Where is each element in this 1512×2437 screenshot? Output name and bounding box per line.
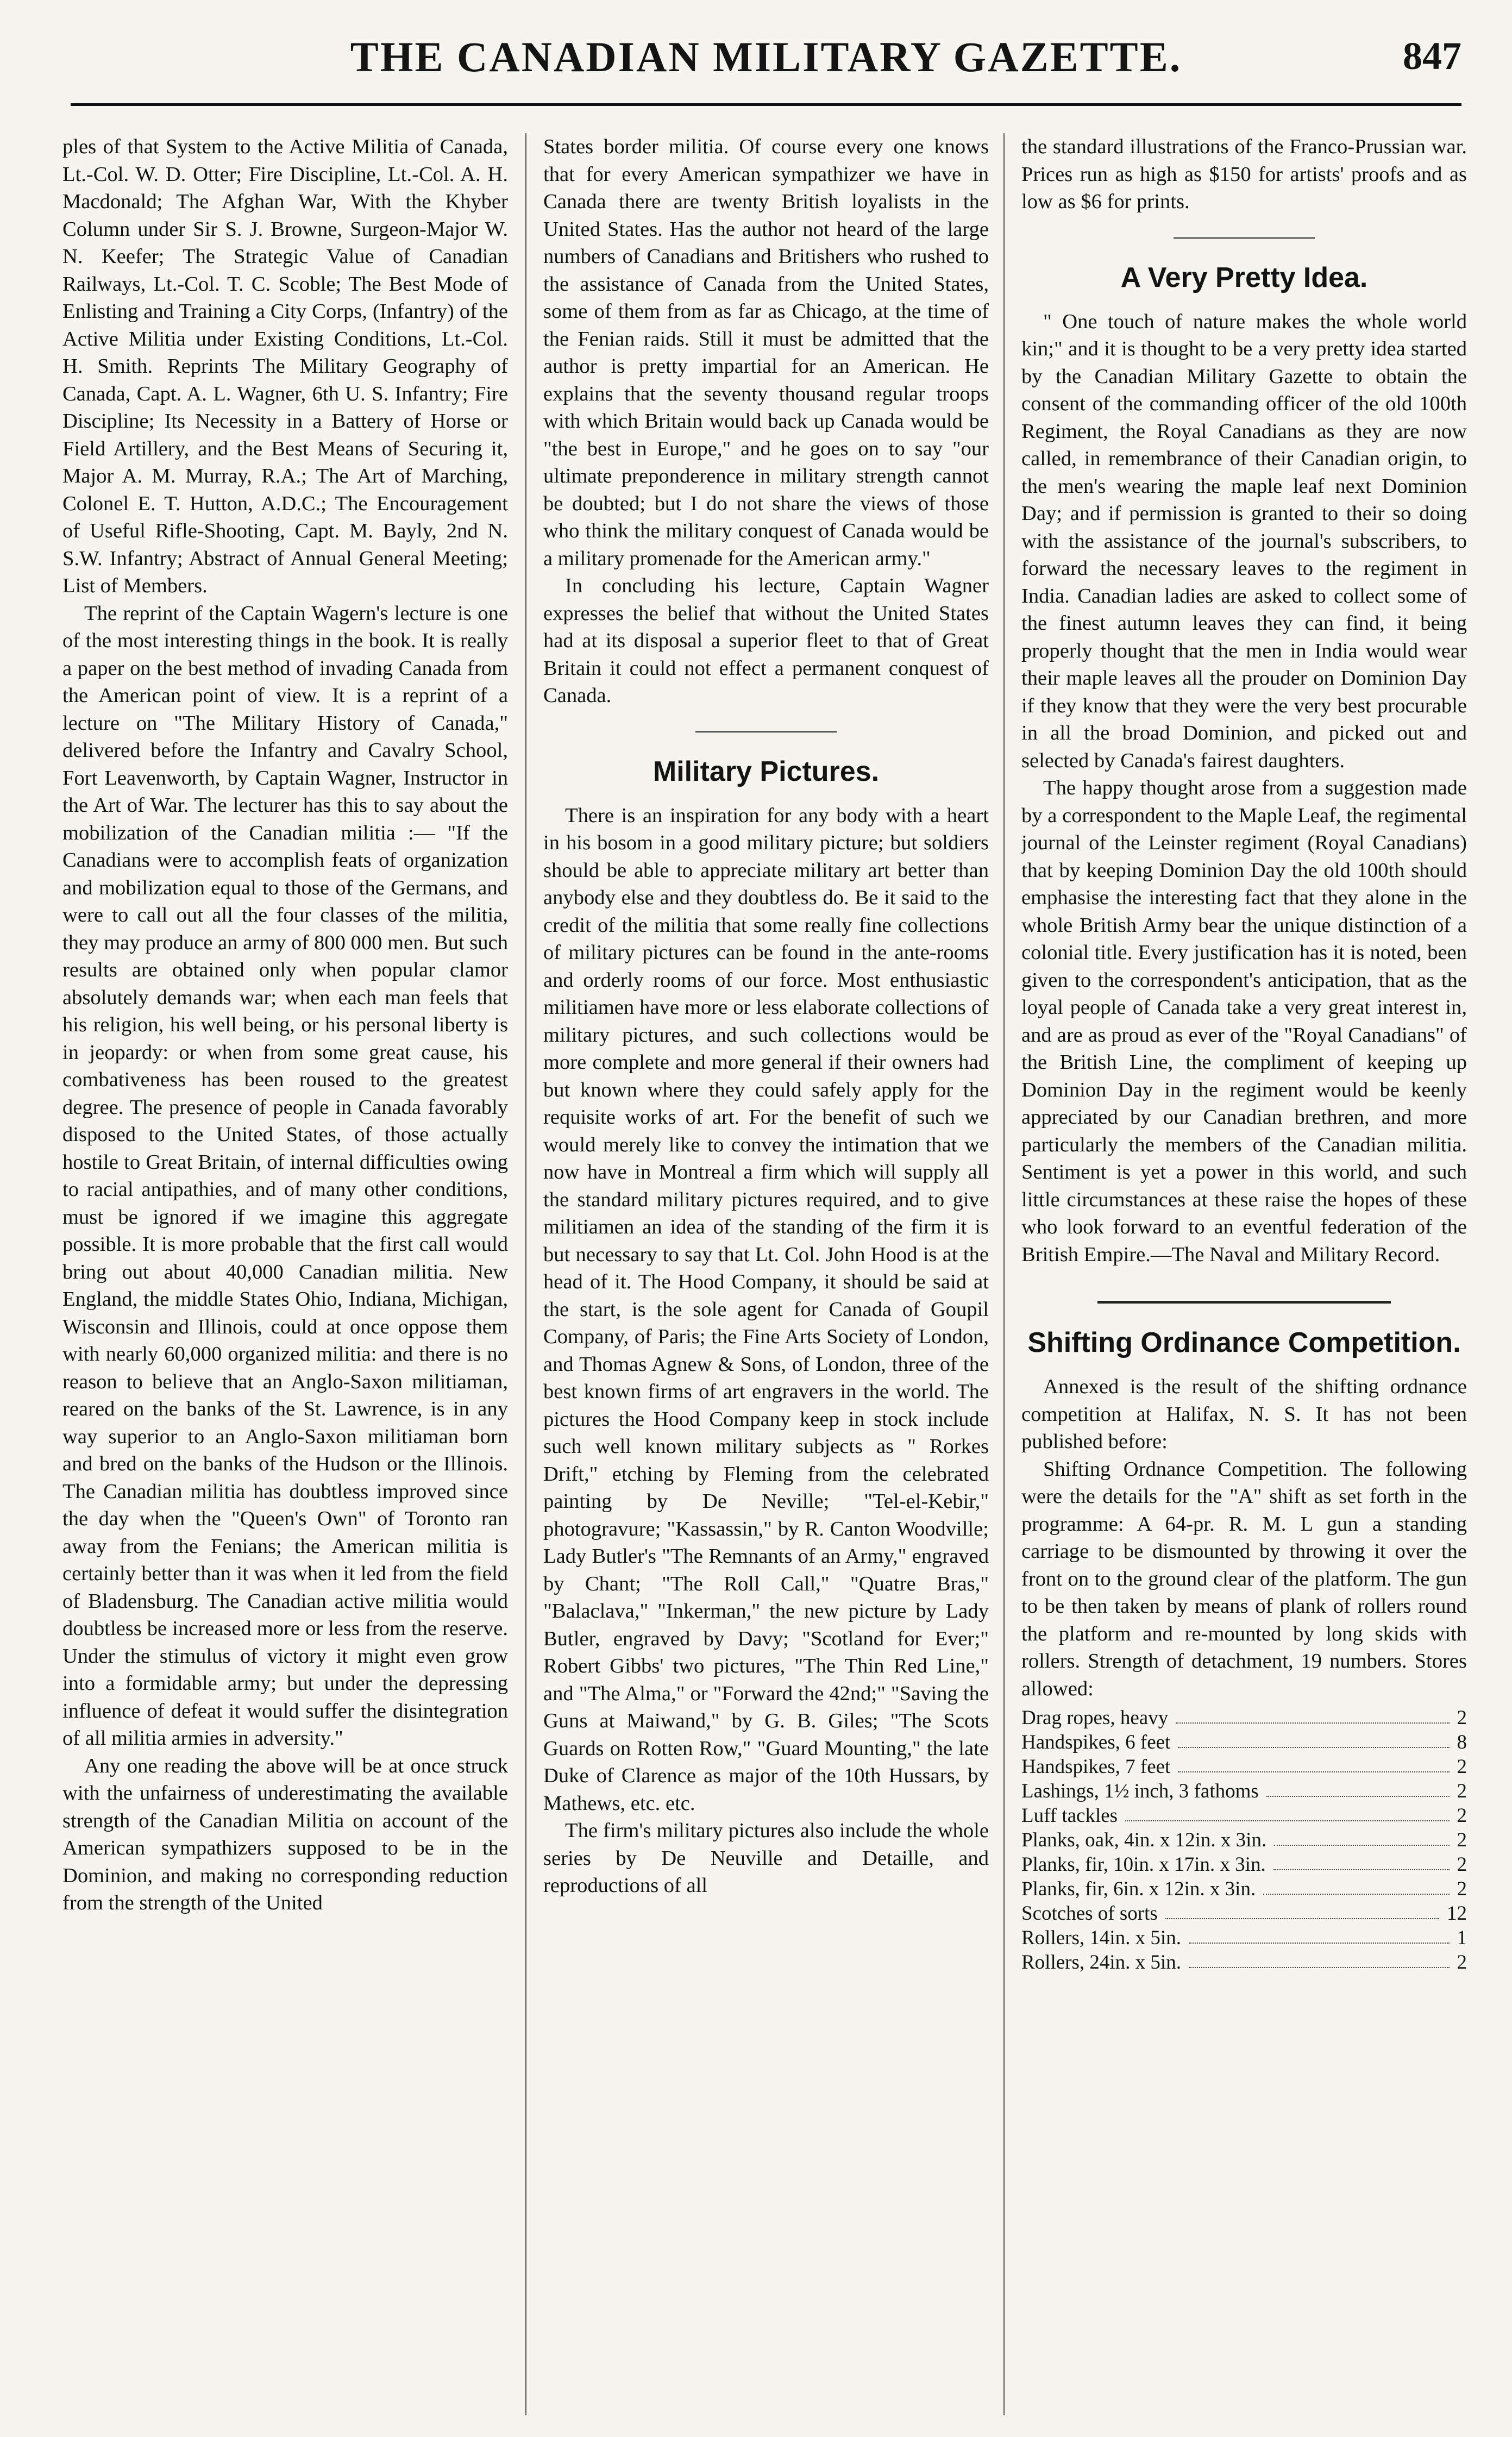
leader-dots: [1274, 1828, 1449, 1846]
article-paragraph: There is an inspiration for any body with a heart in his bosom in a good military picture; but soldiers should be able to appreciate military art better than anybody else and they doubtless do. Be it said to the credit of the militia that some really fine collections of military pictures can be found in the ante-rooms and orderly rooms of our force. Most enthusiastic militiamen have more or less elaborate collections of military pictures, and such collections would be more complete and more general if their owners had but known where they could safely apply for the requisite works of art. For the benefit of such we would merely like to convey the intimation that we now have in Montreal a firm which will supply all the standard military pictures required, and to give militiamen an idea of the standing of the firm it is but necessary to say that Lt. Col. John Hood is at the head of it. The Hood Company, it should be said at the start, is the sole agent for Canada of Goupil Company, of Paris; the Fine Arts Society of London, and Thomas Agnew & Sons, of London, three of the best known firms of art engravers in the world. The pictures the Hood Company keep in stock include such well known military subjects as " Rorkes Drift," etching by Fleming from the celebrated painting by De Neville; "Tel-el-Kebir," photogravure; "Kassassin," by R. Canton Woodville; Lady Butler's "The Remnants of an Army," engraved by Chant; "The Roll Call," "Quatre Bras," "Balaclava," "Inkerman," the new picture by Lady Butler, engraved by Davy; "Scotland for Ever;" Robert Gibbs' two pictures, "The Thin Red Line," and "The Alma," or "Forward the 42nd;" "Saving the Guns at Maiwand," by G. B. Giles; "The Scots Guards on Rotten Row," "Guard Mounting," the late Duke of Clarence as major of the 10th Hussars, by Mathews, etc. etc.: [543, 804, 989, 1815]
store-qty: 2: [1457, 1853, 1467, 1876]
article-paragraph: " One touch of nature makes the whole world kin;" and it is thought to be a very pretty idea started by the Canadian Military Gazette to obtain the consent of the commanding officer of the old 100th Regiment, the Royal Canadians as they are now called, in remembrance of their Canadian origin, to the men's wearing the maple leaf next Dominion Day; and if permission is granted to their so doing with the assistance of the journal's subscribers, to forward the necessary leaves to the regiment in India. Canadian ladies are asked to collect some of the finest autumn leaves they can find, it being properly thought that the men in India would wear their maple leaves all the prouder on Dominion Day if they know that they were the very best procurable in all the broad Dominion, and picked out and selected by Canada's fairest daughters.: [1021, 310, 1467, 772]
masthead: [71, 22, 1461, 106]
store-qty: 8: [1457, 1731, 1467, 1753]
article-paragraph: The happy thought arose from a suggestion made by a correspondent to the Maple Leaf, the regimental journal of the Leinster regiment (Royal Canadians) that by keeping Dominion Day the old 100th should emphasise the interesting fact that they alone in the whole British Army bear the unique distinction of a colonial title. Every justification has it is noted, been given to the correspondent's anticipation, that as the loyal people of Canada take a very great interest in, and are as proud as ever of the "Royal Canadians" of the British Line, the compliment of keeping up Dominion Day in the regiment would be keenly appreciated by our Canadian brethren, and more particularly the members of the Canadian militia. Sentiment is yet a power in this world, and such little circumstances at these raise the hopes of these who look forward to an eventful federation of the British Empire.—The Naval and Military Record.: [1021, 776, 1467, 1266]
store-qty: 2: [1457, 1780, 1467, 1802]
list-item: [1021, 1755, 1467, 1779]
column-3: [1021, 133, 1467, 2415]
article-paragraph: The reprint of the Captain Wagern's lecture is one of the most interesting things in the book. It is really a paper on the best method of invading Canada from the American point of view. It is a reprint of a lecture on "The Military History of Canada," delivered before the Infantry and Cavalry School, Fort Leavenworth, by Captain Wagner, Instructor in the Art of War. The lecturer has this to say about the mobilization of the Canadian militia :— "If the Canadians were to accomplish feats of organization and mobilization equal to those of the Germans, and were to call out all the four classes of the militia, they may produce an army of 800 000 men. But such results are obtained only when popular clamor absolutely demands war; when each man feels that his religion, his well being, or his personal liberty is in jeopardy: or when from some great cause, his combativeness has been roused to the greatest degree. The presence of people in Canada favorably disposed to the United States, of those actually hostile to Great Britain, of internal difficulties owing to racial antipathies, and of many other conditions, must be ignored if we imagine this aggregate possible. It is more probable that the first call would bring out about 40,000 Canadian militia. New England, the middle States Ohio, Indiana, Michigan, Wisconsin and Illinois, could at once oppose them with nearly 60,000 organized militia: and there is no reason to believe that an Anglo-Saxon militiaman, reared on the banks of the St. Lawrence, is in any way superior to an Anglo-Saxon militiaman born and bred on the banks of the Hudson or the Illinois. The Canadian militia has doubtless improved since the day when the "Queen's Own" of Toronto ran away from the Fenians; the American militia is certainly better than it was when it led from the field of Bladensburg. The Canadian active militia would doubtless be increased more or less from the reserve. Under the stimulus of victory it might even grow into a formidable army; but under the depressing influence of defeat it would suffer the disintegration of all militia armies in adversity.": [62, 602, 508, 1750]
page-number: 847: [1403, 34, 1461, 78]
leader-dots: [1178, 1730, 1449, 1748]
article-paragraph: Any one reading the above will be at once struck with the unfairness of underestimating the available strength of the Canadian Militia on account of the American sympathizers supposed to be in the Dominion, and making no corresponding reduction from the strength of the United: [62, 1754, 508, 1914]
leader-dots: [1176, 1706, 1449, 1724]
column-divider: [525, 133, 526, 2415]
leader-dots: [1266, 1779, 1450, 1797]
list-item: [1021, 1828, 1467, 1852]
store-item: Lashings, 1½ inch, 3 fathoms: [1021, 1780, 1259, 1802]
store-qty: 2: [1457, 1756, 1467, 1778]
leader-dots: [1178, 1755, 1449, 1772]
store-item: Luff tackles: [1021, 1805, 1118, 1827]
store-item: Rollers, 24in. x 5in.: [1021, 1951, 1181, 1974]
military-pictures-heading: Military Pictures.: [653, 755, 880, 787]
store-item: Planks, oak, 4in. x 12in. x 3in.: [1021, 1829, 1267, 1851]
newspaper-title: THE CANADIAN MILITARY GAZETTE.: [350, 33, 1182, 80]
store-item: Rollers, 14in. x 5in.: [1021, 1927, 1181, 1949]
list-item: [1021, 1706, 1467, 1730]
store-item: Planks, fir, 10in. x 17in. x 3in.: [1021, 1853, 1266, 1876]
list-item: [1021, 1803, 1467, 1828]
column-2: [543, 133, 989, 2415]
list-item: [1021, 1950, 1467, 1975]
store-qty: 2: [1457, 1878, 1467, 1900]
list-item: [1021, 1901, 1467, 1926]
leader-dots: [1189, 1926, 1450, 1944]
store-qty: 2: [1457, 1707, 1467, 1729]
section-divider: [695, 731, 837, 732]
list-item: [1021, 1852, 1467, 1877]
article-paragraph: In concluding his lecture, Captain Wagner expresses the belief that without the United States had at its disposal a superior fleet to that of Great Britain it could not effect a permanent conquest of Canada.: [543, 574, 989, 707]
store-qty: 2: [1457, 1951, 1467, 1974]
list-item: [1021, 1730, 1467, 1755]
article-paragraph: States border militia. Of course every one knows that for every American sympathizer we have in Canada there are twenty British loyalists in the United States. Has the author not heard of the large numbers of Canadians and Britishers who rushed to the assistance of Canada from the United States, some of them from as far as Chicago, at the time of the Fenian raids. Still it must be admitted that the author is pretty impartial for an American. He explains that the seventy thousand regular troops with which Britain would back up Canada would be "the best in Europe," and he goes on to say "our ultimate preponderence in military strength cannot be doubted; but I do not share the views of those who think the military conquest of Canada would be a military promenade for the American army.": [543, 135, 989, 570]
store-item: Planks, fir, 6in. x 12in. x 3in.: [1021, 1878, 1256, 1900]
store-item: Scotches of sorts: [1021, 1902, 1158, 1925]
leader-dots: [1165, 1901, 1439, 1919]
leader-dots: [1273, 1852, 1450, 1870]
list-item: [1021, 1877, 1467, 1901]
store-qty: 2: [1457, 1805, 1467, 1827]
store-qty: 2: [1457, 1829, 1467, 1851]
article-paragraph: ples of that System to the Active Militia of Canada, Lt.-Col. W. D. Otter; Fire Discipline, Lt.-Col. A. H. Macdonald; The Afghan War, With the Khyber Column under Sir S. J. Browne, Surgeon-Major W. N. Keefer; The Strategic Value of Canadian Railways, Lt.-Col. T. C. Scoble; The Best Mode of Enlisting and Training a City Corps, (Infantry) of the Active Militia under Existing Conditions, Lt.-Col. H. Smith. Reprints The Military Geography of Canada, Capt. A. L. Wagner, 6th U. S. Infantry; Fire Discipline; Its Necessity in a Battery of Horse or Field Artillery, and the Best Means of Securing it, Major A. M. Murray, R.A.; The Art of Marching, Colonel E. T. Hutton, A.D.C.; The Encouragement of Useful Rifle-Shooting, Capt. M. Bayly, 2nd N. S.W. Infantry; Abstract of Annual General Meeting; List of Members.: [62, 135, 508, 597]
leader-dots: [1125, 1803, 1449, 1821]
store-item: Drag ropes, heavy: [1021, 1707, 1169, 1729]
list-item: [1021, 1779, 1467, 1803]
column-1: [62, 133, 508, 2415]
article-paragraph: The firm's military pictures also include the whole series by De Neuville and Detaille, and reproductions of all: [543, 1819, 989, 1897]
pretty-idea-heading: A Very Pretty Idea.: [1120, 261, 1368, 293]
leader-dots: [1189, 1950, 1450, 1968]
store-item: Handspikes, 7 feet: [1021, 1756, 1171, 1778]
store-item: Handspikes, 6 feet: [1021, 1731, 1171, 1753]
section-divider: [1097, 1301, 1391, 1304]
column-divider: [1003, 133, 1005, 2415]
article-paragraph: the standard illustrations of the Franco-Prussian war. Prices run as high as $150 for artists' proofs and as low as $6 for prints.: [1021, 135, 1467, 213]
ordinance-competition-heading: Shifting Ordinance Competition.: [1027, 1327, 1461, 1358]
leader-dots: [1263, 1877, 1449, 1895]
section-divider: [1174, 237, 1315, 239]
article-paragraph: Annexed is the result of the shifting ordnance competition at Halifax, N. S. It has not been published before:: [1021, 1375, 1467, 1453]
list-item: [1021, 1926, 1467, 1950]
article-paragraph: Shifting Ordnance Competition. The following were the details for the "A" shift as set forth in the programme: A 64-pr. R. M. L gun a standing carriage to be dismounted by throwing it over the front on to the ground clear of the platform. The gun to be then taken by means of plank of rollers round the platform and re-mounted by long skids with rollers. Strength of detachment, 19 numbers. Stores allowed:: [1021, 1457, 1467, 1700]
store-qty: 12: [1447, 1902, 1467, 1925]
stores-list: [1021, 1706, 1467, 1975]
store-qty: 1: [1457, 1927, 1467, 1949]
